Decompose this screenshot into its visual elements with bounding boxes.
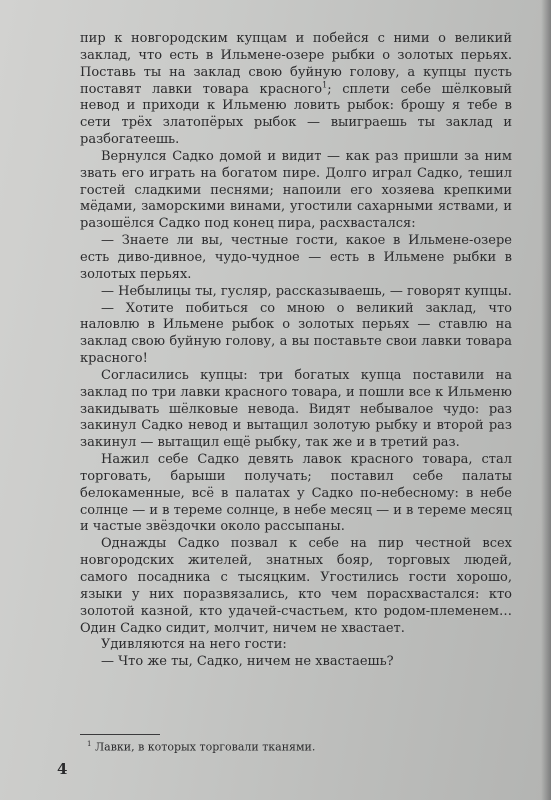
paragraph-7: Нажил себе Садко девять лавок красного товара, стал торговать, барыши получать; поставил себе палаты белокаменные, всё в палатах у Садко по-небесному: в небе солнце — и в тереме солнце, в небе месяц — и в тереме месяц и частые звёздочки около рассыпаны. (80, 452, 512, 535)
paragraph-5: — Хотите побиться со мною о великий заклад, что наловлю в Ильмене рыбок о золотых перьях — ставлю на заклад свою буйную голову, а вы поставьте свои лавки товара красного! (80, 300, 512, 367)
footnote-reference-mark: 1 (322, 80, 328, 90)
page-number: 4 (57, 760, 68, 778)
footnote-divider (80, 734, 160, 735)
paragraph-1-text-b: ; сплети себе шёлковый невод и приходи к Ильменю ловить рыбок: брошу я тебе в сети трёх златопёрых рыбок — выиграешь ты заклад и разбогатеешь. (80, 81, 513, 148)
paragraph-9: Удивляются на него гости: (101, 637, 287, 653)
paragraph-8: Однажды Садко позвал к себе на пир честной всех новгородских жителей, знатных бояр, торговых людей, самого посадника с тысяцким. Угостились гости хорошо, языки у них поразвязались, кто чем порасхвастался: кто золотой казной, кто удачей-счастьем, кто родом-племенем… Один Садко сидит, молчит, ничем не хвастает. (80, 536, 512, 636)
paragraph-4: — Небылицы ты, гусляр, рассказываешь, — говорят купцы. (101, 283, 512, 299)
footnote-mark: 1 (87, 740, 92, 748)
paragraph-2: Вернулся Садко домой и видит — как раз пришли за ним звать его играть на богатом пире. Долго играл Садко, тешил гостей сладкими песнями; напоили его хозяева крепкими мёдами, заморскими винами, угостили сахарными яствами, и разошёлся Садко под конец пира, расхвастался: (80, 148, 512, 232)
footnote (87, 737, 507, 755)
paragraph-3: — Знаете ли вы, честные гости, какое в Ильмене-озере есть диво-дивное, чудо-чудное — есть в Ильмене рыбки в золотых перьях. (80, 233, 512, 282)
paragraph-6: Согласились купцы: три богатых купца поставили на заклад по три лавки красного товара, и пошли все к Ильменю закидывать шёлковые невода. Видят небывалое чудо: раз закинул Садко невод и вытащил золотую рыбку и второй раз закинул — вытащил ещё рыбку, так же и в третий раз. (80, 367, 512, 451)
page-body-text (80, 31, 512, 671)
paragraph-1 (80, 31, 512, 149)
page-edge-shadow (541, 0, 551, 800)
paragraph-1-text-a: пир к новгородским купцам и побейся с ними о великий заклад, что есть в Ильмене-озере рыбки о золотых перьях. Поставь ты на заклад свою буйную голову, а купцы пусть поставят лавки товара красного (80, 31, 512, 97)
footnote-text: Лавки, в которых торговали тканями. (94, 740, 316, 754)
paragraph-10: — Что же ты, Садко, ничем не хвастаешь? (101, 654, 394, 670)
